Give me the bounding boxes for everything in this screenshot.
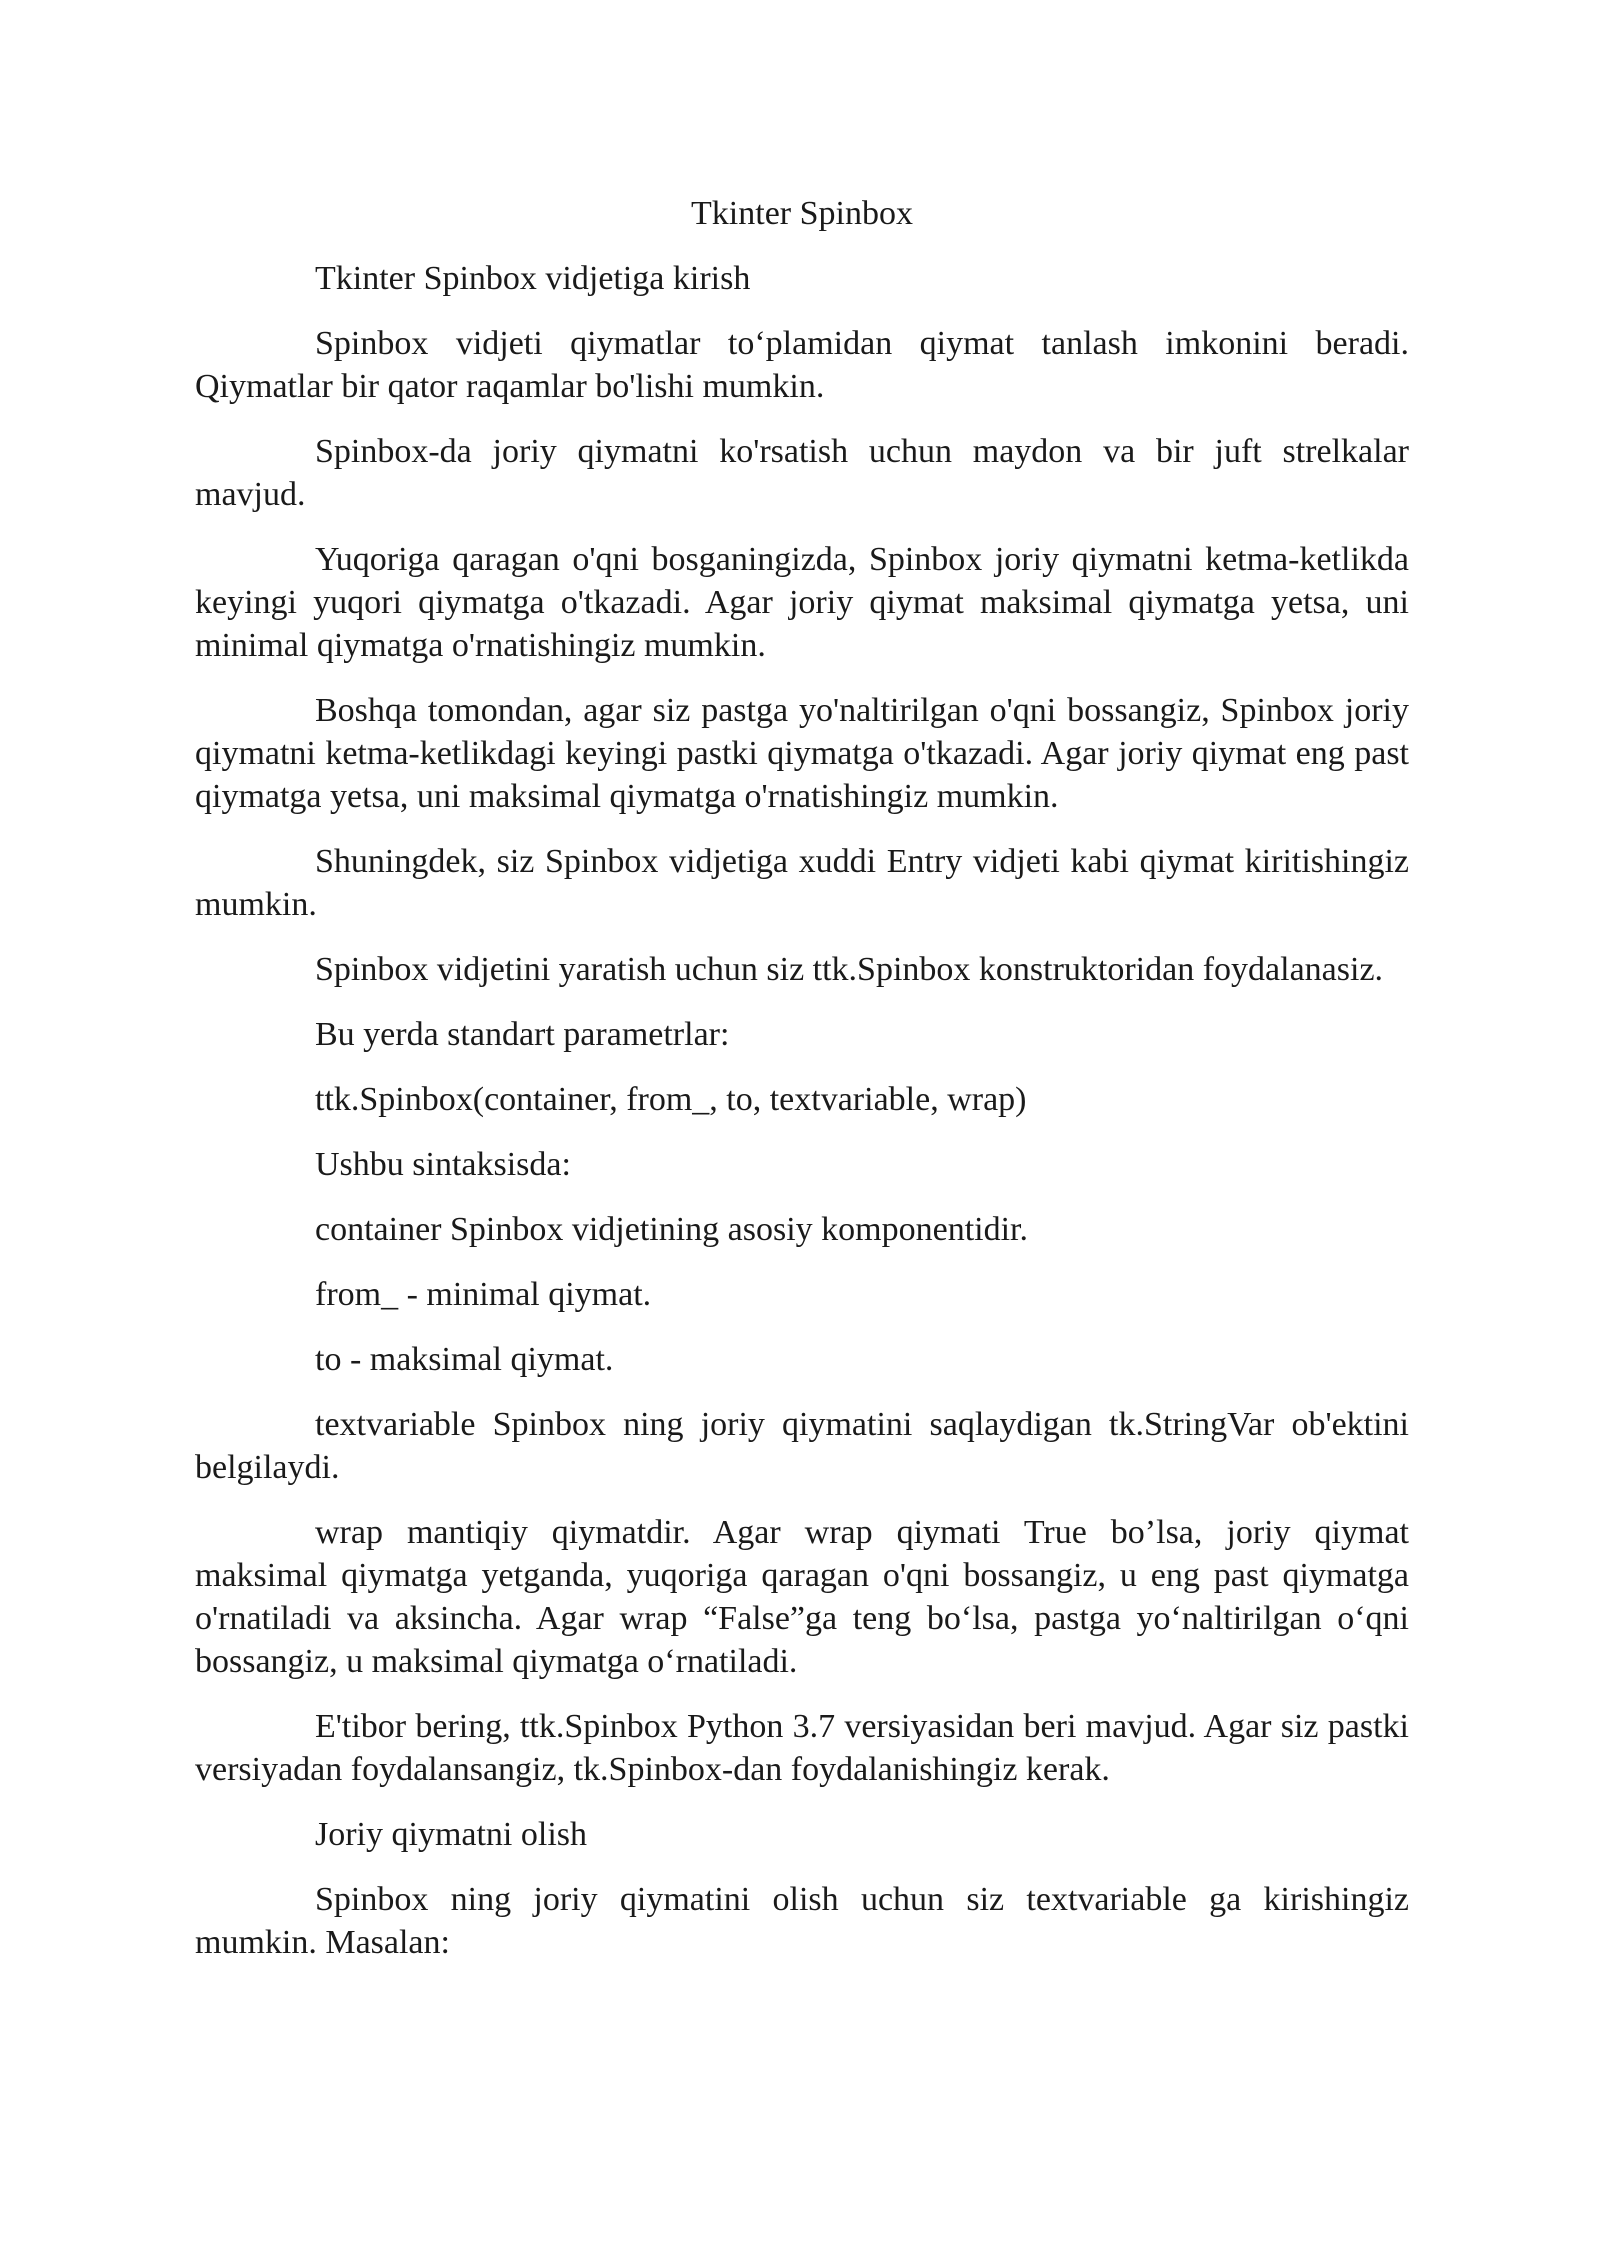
paragraph: E'tibor bering, ttk.Spinbox Python 3.7 versiyasidan beri mavjud. Agar siz pastki versiyadan foydalansangiz, tk.Spinbox-dan foydalanishingiz kerak. <box>195 1708 1409 1788</box>
param-textvariable: textvariable Spinbox ning joriy qiymatini saqlaydigan tk.StringVar ob'ektini belgilaydi. <box>195 1406 1409 1486</box>
section-heading-intro: Tkinter Spinbox vidjetiga kirish <box>315 260 751 297</box>
section-heading-get-value: Joriy qiymatni olish <box>315 1816 587 1853</box>
paragraph: Spinbox-da joriy qiymatni ko'rsatish uchun maydon va bir juft strelkalar mavjud. <box>195 433 1409 513</box>
paragraph: Yuqoriga qaragan o'qni bosganingizda, Spinbox joriy qiymatni ketma-ketlikda keyingi yuqori qiymatga o'tkazadi. Agar joriy qiymat maksimal qiymatga yetsa, uni minimal qiymatga o'rnatishingiz mumkin. <box>195 541 1409 664</box>
paragraph: Ushbu sintaksisda: <box>315 1146 571 1183</box>
paragraph: Spinbox vidjeti qiymatlar to‘plamidan qiymat tanlash imkonini beradi. Qiymatlar bir qator raqamlar bo'lishi mumkin. <box>195 325 1409 405</box>
document-title: Tkinter Spinbox <box>691 195 913 232</box>
paragraph: Spinbox ning joriy qiymatini olish uchun siz textvariable ga kirishingiz mumkin. Masalan: <box>195 1881 1409 1961</box>
document-page <box>195 192 1409 1986</box>
paragraph: Boshqa tomondan, agar siz pastga yo'naltirilgan o'qni bossangiz, Spinbox joriy qiymatni ketma-ketlikdagi keyingi pastki qiymatga o'tkazadi. Agar joriy qiymat eng past qiymatga yetsa, uni maksimal qiymatga o'rnatishingiz mumkin. <box>195 692 1409 815</box>
param-from: from_ - minimal qiymat. <box>315 1276 652 1313</box>
param-wrap: wrap mantiqiy qiymatdir. Agar wrap qiymati True bo’lsa, joriy qiymat maksimal qiymatga yetganda, yuqoriga qaragan o'qni bossangiz, u eng past qiymatga o'rnatiladi va aksincha. Agar wrap “False”ga teng bo‘lsa, pastga yo‘naltirilgan o‘qni bossangiz, u maksimal qiymatga o‘rnatiladi. <box>195 1514 1409 1680</box>
paragraph: Shuningdek, siz Spinbox vidjetiga xuddi Entry vidjeti kabi qiymat kiritishingiz mumkin. <box>195 843 1409 923</box>
code-signature: ttk.Spinbox(container, from_, to, textvariable, wrap) <box>315 1081 1027 1118</box>
param-to: to - maksimal qiymat. <box>315 1341 614 1378</box>
param-container: container Spinbox vidjetining asosiy komponentidir. <box>315 1211 1028 1248</box>
paragraph: Spinbox vidjetini yaratish uchun siz ttk.Spinbox konstruktoridan foydalanasiz. <box>315 951 1384 988</box>
paragraph: Bu yerda standart parametrlar: <box>315 1016 730 1053</box>
